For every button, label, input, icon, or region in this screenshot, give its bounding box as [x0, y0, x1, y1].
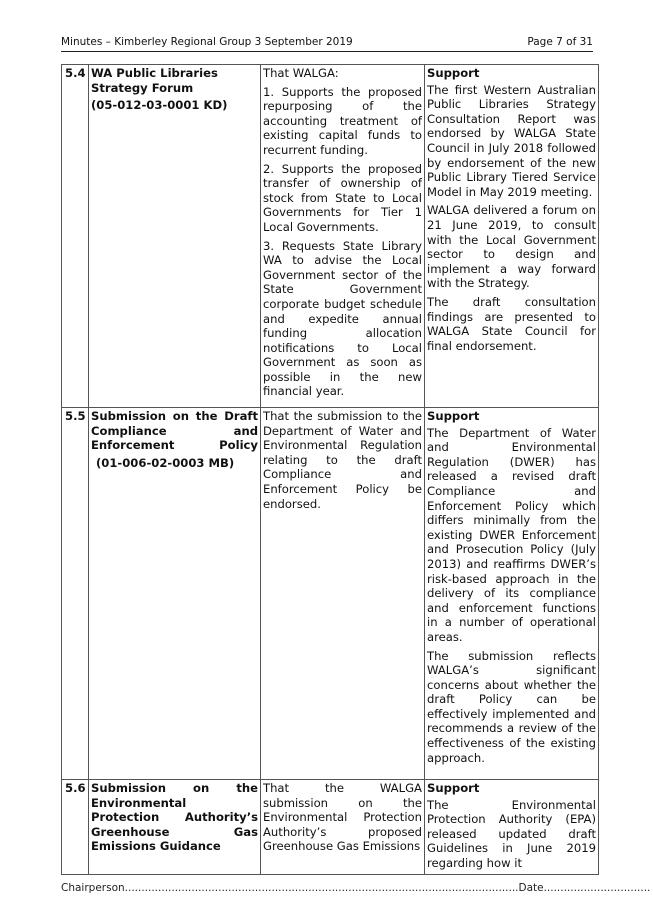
recommendation-item: 3. Requests State Library WA to advise the Local Government sector of the State Government corporate budget schedule and expedite annual funding allocation notifications to Local Government as soon as possible in the new financial year.	[263, 238, 422, 399]
recommendation-cell	[261, 408, 425, 780]
item-reference-code: (05-012-03-0001 KD)	[91, 98, 228, 113]
comment-paragraph: The Department of Water and Environmental Regulation (DWER) has released a revised draft Compliance and Enforcement Policy which differs minimally from the existing DWER Enforcement and Prosecution Policy (July 2013) and reaffirms DWER’s risk-based approach in the delivery of its compliance and enforcement functions in a number of operational areas.	[427, 425, 596, 644]
header-page-number: Page 7 of 31	[527, 36, 593, 48]
comment-cell	[425, 408, 599, 780]
recommendation-cell	[261, 65, 425, 408]
recommendation-intro: That the submission to the Department of Water and Environmental Regulation relating to the draft Compliance and Enforcement Policy be endorsed.	[263, 409, 422, 511]
agenda-table	[61, 64, 599, 875]
item-number: 5.5	[62, 408, 89, 780]
header-title: Minutes – Kimberley Regional Group 3 September 2019	[61, 36, 353, 48]
agenda-row	[62, 780, 599, 875]
item-subject-cell	[89, 780, 261, 875]
comment-paragraph: WALGA delivered a forum on 21 June 2019, to consult with the Local Government sector to design and implement a way forward with the Strategy.	[427, 203, 596, 291]
item-subject: WA Public Libraries Strategy Forum	[91, 66, 218, 95]
item-number: 5.6	[62, 780, 89, 875]
item-subject-cell	[89, 408, 261, 780]
recommendation-cell	[261, 780, 425, 875]
comment-cell	[425, 780, 599, 875]
comment-paragraph: The Environmental Protection Authority (EPA) released updated draft Guidelines in June 2019 regarding how it	[427, 797, 596, 870]
recommendation-intro: That WALGA:	[263, 66, 339, 80]
agenda-row	[62, 65, 599, 408]
item-subject: Submission on the Environmental Protection Authority’s Greenhouse Gas Emissions Guidance	[91, 781, 258, 854]
signature-line: Chairperson......................................................................................................................Date................................	[61, 882, 651, 894]
item-subject: Submission on the Draft Compliance and Enforcement Policy	[91, 409, 258, 453]
comment-cell	[425, 65, 599, 408]
agenda-row	[62, 408, 599, 780]
item-subject-cell	[89, 65, 261, 408]
comment-paragraph: The draft consultation findings are presented to WALGA State Council for final endorsement.	[427, 294, 596, 353]
recommendation-intro: That the WALGA submission on the Environmental Protection Authority’s proposed Greenhouse Gas Emissions	[263, 781, 422, 854]
comment-paragraph: The submission reflects WALGA’s significant concerns about whether the draft Policy can be effectively implemented and recommends a review of the effectiveness of the existing approach.	[427, 648, 596, 765]
recommendation-item: 2. Supports the proposed transfer of ownership of stock from State to Local Governments for Tier 1 Local Governments.	[263, 161, 422, 234]
page-header	[61, 36, 593, 52]
comment-paragraph: The first Western Australian Public Libraries Strategy Consultation Report was endorsed by WALGA State Council in July 2018 followed by endorsement of the new Public Library Tiered Service Model in May 2019 meeting.	[427, 82, 596, 199]
item-reference-code: (01-006-02-0003 MB)	[96, 455, 235, 470]
comment-heading: Support	[427, 409, 480, 423]
comment-heading: Support	[427, 781, 480, 795]
recommendation-item: 1. Supports the proposed repurposing of the accounting treatment of existing capital funds to recurrent funding.	[263, 84, 422, 157]
item-number: 5.4	[62, 65, 89, 408]
comment-heading: Support	[427, 66, 480, 80]
